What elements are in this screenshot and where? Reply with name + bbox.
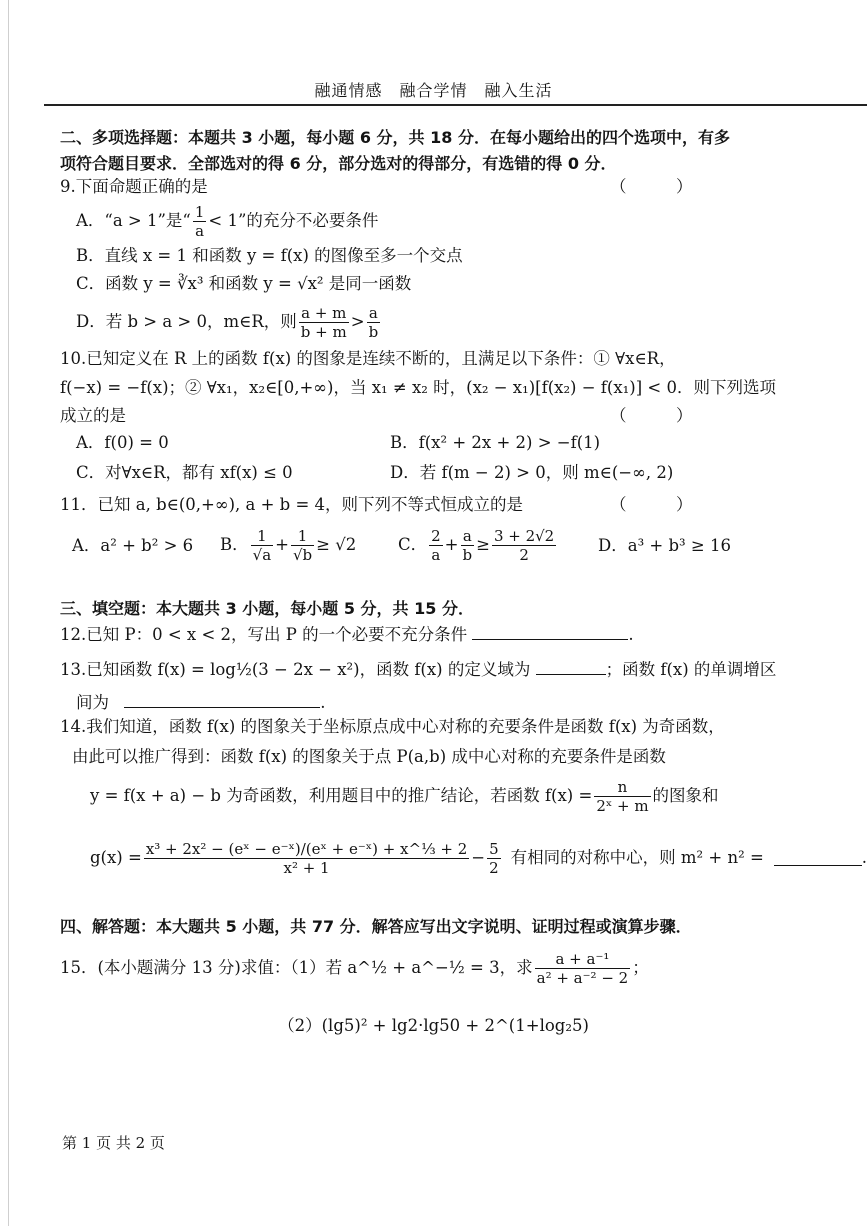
- q14-line3-den: 2ˣ + m: [596, 796, 649, 815]
- q11-option-a: A．a² + b² > 6: [72, 536, 194, 555]
- q11-b-d1: √a: [252, 545, 272, 564]
- q14-line3: [90, 772, 719, 820]
- q10-line1: 10.已知定义在 R 上的函数 f(x) 的图象是连续不断的，且满足以下条件：① ∀x∈R，: [60, 349, 676, 368]
- q9-a-pre: A．“a > 1”是“: [76, 211, 191, 230]
- q14-line1: 14.我们知道，函数 f(x) 的图象关于坐标原点成中心对称的充要条件是函数 f(x) 为奇函数，: [60, 717, 725, 736]
- q11-c-ge: ≥: [476, 535, 490, 554]
- q9-stem: 9.下面命题正确的是: [60, 177, 208, 196]
- q15-part2: （2）(lg5)² + lg2·lg50 + 2^(1+log₂5): [278, 1016, 589, 1035]
- q15-stem: 15．(本小题满分 13 分)求值：（1）若 a^½ + a^−½ = 3，求: [60, 958, 533, 977]
- q12-end: .: [628, 625, 634, 644]
- q14-answer-blank[interactable]: [774, 851, 862, 866]
- q14-g-d2: 2: [489, 858, 499, 877]
- q15-part1: [60, 945, 649, 991]
- q11-c-label: C．: [398, 535, 428, 554]
- q11-answer-paren: （ ）: [610, 495, 693, 514]
- q13-mid: ；函数 f(x) 的单调增区: [605, 660, 777, 679]
- q12-text: [60, 624, 634, 646]
- q14-g-n2: 5: [489, 839, 499, 858]
- q11-c-plus: +: [444, 535, 459, 554]
- q11-b-fraction1: [251, 527, 274, 564]
- q9-option-b: B．直线 x = 1 和函数 y = f(x) 的图像至多一个交点: [76, 246, 463, 265]
- q9-d-fraction2: [367, 304, 381, 341]
- q9-answer-paren: （ ）: [610, 177, 693, 196]
- q14-g-fraction2: [487, 840, 501, 877]
- section4-heading: 四、解答题：本大题共 5 小题，共 77 分．解答应写出文字说明、证明过程或演算步骤．: [60, 917, 692, 936]
- q10-option-a: A．f(0) = 0: [76, 433, 169, 452]
- q9-a-post: < 1”的充分不必要条件: [208, 211, 379, 230]
- q9-a-num: 1: [194, 202, 205, 221]
- q9-d-fraction1: [299, 304, 349, 341]
- q9-option-a: [76, 198, 378, 244]
- q11-option-d: D．a³ + b³ ≥ 16: [598, 536, 731, 555]
- q13-line2: [76, 692, 326, 714]
- q11-c-fraction3: [492, 527, 556, 564]
- q11-c-n1: 2: [431, 526, 441, 545]
- q11-c-fraction2: [461, 527, 475, 564]
- q14-g-fraction: [144, 840, 469, 877]
- q10-option-c: C．对∀x∈R，都有 xf(x) ≤ 0: [76, 463, 293, 482]
- q14-line2: 由此可以推广得到：函数 f(x) 的图象关于点 P(a,b) 成中心对称的充要条件是函数: [72, 747, 666, 766]
- q11-option-c: [398, 522, 558, 568]
- q13-end: .: [320, 693, 326, 712]
- page-edge: [8, 0, 9, 1226]
- q14-end: .: [861, 848, 867, 867]
- q14-g-label: g(x) =: [90, 848, 142, 867]
- page-footer: 第 1 页 共 2 页: [62, 1134, 165, 1152]
- q11-c-n2: a: [462, 526, 472, 545]
- q11-c-fraction1: [429, 527, 443, 564]
- q11-b-post: ≥ √2: [316, 535, 357, 554]
- q11-stem: 11．已知 a, b∈(0,+∞), a + b = 4，则下列不等式恒成立的是: [60, 495, 524, 514]
- q11-b-plus: +: [275, 535, 289, 554]
- q9-option-d: [76, 299, 382, 345]
- q14-g-post: 有相同的对称中心，则 m² + n² =: [510, 848, 764, 867]
- q10-answer-paren: （ ）: [610, 406, 693, 425]
- q11-b-n2: 1: [297, 526, 308, 545]
- q10-option-d: D．若 f(m − 2) > 0，则 m∈(−∞, 2): [390, 463, 674, 482]
- q11-option-b: [220, 522, 356, 568]
- q10-option-b: B．f(x² + 2x + 2) > −f(1): [390, 433, 601, 452]
- q14-line3-fraction: [594, 778, 650, 815]
- q13-domain-blank[interactable]: [536, 660, 606, 675]
- q12-stem: 12.已知 P：0 < x < 2，写出 P 的一个必要不充分条件: [60, 625, 468, 644]
- q14-g-den: x² + 1: [144, 858, 469, 877]
- q11-c-d2: b: [462, 545, 473, 564]
- q15-num: a + a⁻¹: [555, 949, 610, 968]
- q9-d-pre: D．若 b > a > 0，m∈R，则: [76, 312, 297, 331]
- q13-interval-blank[interactable]: [124, 693, 320, 708]
- q9-d-gt: >: [350, 312, 365, 331]
- q9-d-den1: b + m: [300, 322, 347, 341]
- q14-g-minus: −: [471, 848, 486, 867]
- q14-line3-pre: y = f(x + a) − b 为奇函数，利用题目中的推广结论，若函数 f(x) =: [90, 786, 593, 805]
- q15-semicolon: ；: [632, 958, 649, 977]
- q11-b-d2: √b: [292, 545, 313, 564]
- q11-c-d3: 2: [492, 545, 556, 564]
- q10-line2: f(−x) = −f(x)；② ∀x₁，x₂∈[0,+∞)，当 x₁ ≠ x₂ 时，(x₂ − x₁)[f(x₂) − f(x₁)] < 0．则下列选项: [60, 378, 776, 397]
- section2-heading-line1: 二、多项选择题：本题共 3 小题，每小题 6 分，共 18 分．在每小题给出的四个选项中，有多: [60, 128, 730, 147]
- q13-line2-label: 间为: [76, 693, 109, 712]
- q11-b-n1: 1: [257, 526, 267, 545]
- q10-line3: 成立的是: [60, 406, 126, 425]
- q15-fraction: [535, 950, 631, 987]
- q9-d-num2: a: [368, 303, 378, 322]
- q14-line4: [90, 826, 867, 890]
- section3-heading: 三、填空题：本大题共 3 小题，每小题 5 分，共 15 分．: [60, 599, 474, 618]
- q11-c-d1: a: [429, 545, 443, 564]
- q11-c-n3: 3 + 2√2: [493, 526, 555, 545]
- q12-answer-blank[interactable]: [472, 625, 628, 640]
- q9-option-c: C．函数 y = ∛x³ 和函数 y = √x² 是同一函数: [76, 274, 412, 293]
- q11-b-fraction2: [291, 527, 314, 564]
- q9-d-num1: a + m: [301, 303, 347, 322]
- page-header: 融通情感 融合学情 融入生活: [314, 81, 553, 100]
- q13-stem: 13.已知函数 f(x) = log½(3 − 2x − x²)，函数 f(x) 的定义域为: [60, 660, 531, 679]
- q13-line1: [60, 659, 776, 681]
- q9-a-fraction: [193, 203, 207, 240]
- section2-heading-line2: 项符合题目要求．全部选对的得 6 分，部分选对的得部分，有选错的得 0 分．: [60, 154, 617, 173]
- q9-a-den: a: [193, 221, 207, 240]
- q14-line3-num: n: [617, 777, 628, 796]
- q15-den: a² + a⁻² − 2: [536, 968, 629, 987]
- q9-d-den2: b: [368, 322, 379, 341]
- q14-g-num: x³ + 2x² − (eˣ − e⁻ˣ)/(eˣ + e⁻ˣ) + x^⅓ + 2: [145, 839, 468, 858]
- header-rule: [44, 104, 867, 106]
- q14-line3-post: 的图象和: [652, 786, 719, 805]
- q11-b-label: B．: [220, 535, 249, 554]
